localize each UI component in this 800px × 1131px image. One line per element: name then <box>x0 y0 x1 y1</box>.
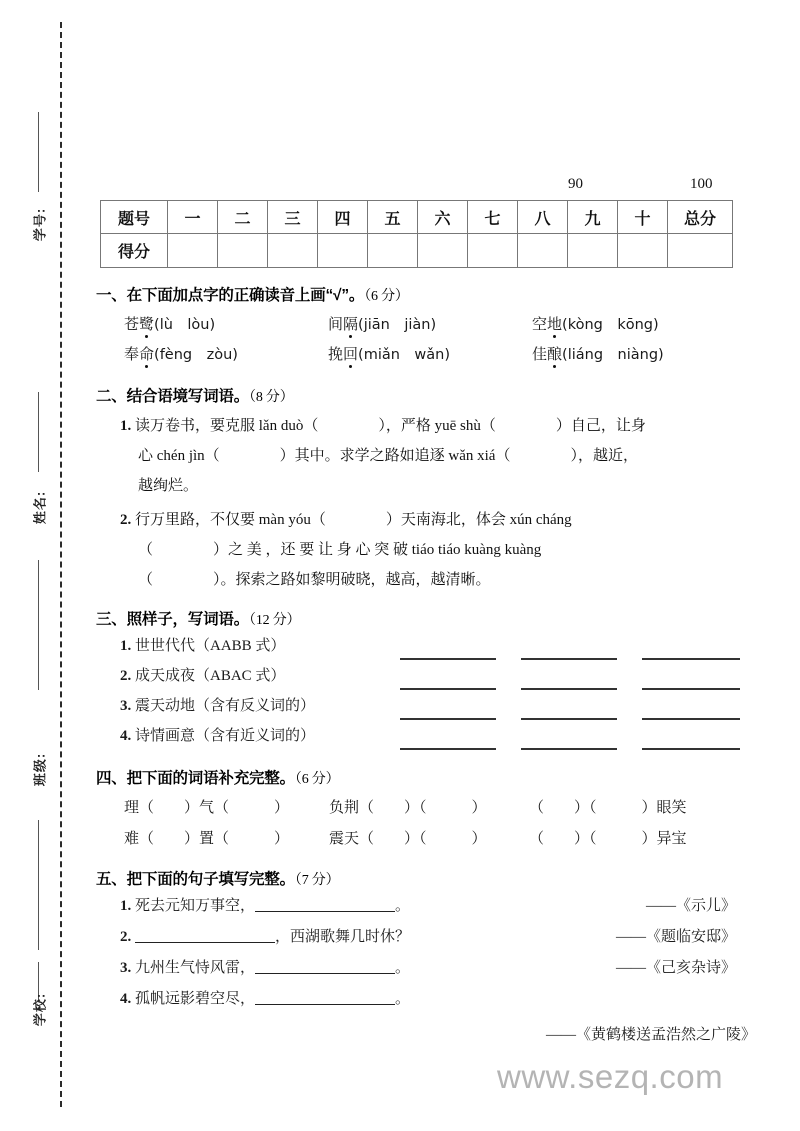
poem-line-after: 。 <box>395 898 411 914</box>
section-3-title <box>96 607 736 629</box>
item-number: 2. <box>120 668 132 684</box>
score-cell-1[interactable] <box>168 234 218 268</box>
poem-line-before: 九州生气恃风雷， <box>135 960 256 976</box>
section-1-title <box>96 283 736 305</box>
score-cell-4[interactable] <box>318 234 368 268</box>
answer-blank[interactable] <box>642 748 740 750</box>
item-number: 4. <box>120 728 132 744</box>
dotted-char: 地 <box>547 317 563 333</box>
section-2-item-1[interactable] <box>120 411 736 501</box>
section-3-item-4 <box>120 724 736 754</box>
answer-blank[interactable] <box>400 688 496 690</box>
item-text: 读万卷书，要克服 lǎn duò（ ），严格 yuē shù（ ）自己，让身 <box>135 418 646 434</box>
poem-line-after: ，西湖歌舞几时休？ <box>275 929 411 945</box>
pinyin-item-4[interactable]: 奉命(fèng zòu) <box>124 347 238 363</box>
answer-blanks-row-3 <box>400 694 760 724</box>
section-4-title-text: 四、把下面的词语补充完整。 <box>96 770 295 787</box>
idiom-blank-4[interactable]: 难（ ）置（ ） <box>124 831 290 847</box>
section-2-points: （8 分） <box>249 390 294 405</box>
poem-line-after: 。 <box>395 960 411 976</box>
pinyin-item-5[interactable]: 挽回(miǎn wǎn) <box>328 347 451 363</box>
item-number: 3. <box>120 960 132 976</box>
section-5-item-1 <box>120 894 736 925</box>
section-1-row-2 <box>124 340 736 370</box>
pinyin-item-6[interactable]: 佳酿(liáng niàng) <box>532 347 664 363</box>
site-watermark: www.sezq.com <box>497 1058 724 1095</box>
poem-source: ——《己亥杂诗》 <box>615 960 736 976</box>
section-3-item-1 <box>120 634 736 664</box>
section-3-points: （12 分） <box>249 613 301 628</box>
item-text: 行万里路，不仅要 màn yóu（ ）天南海北，体会 xún cháng <box>135 512 572 528</box>
field-label-school: 学校: <box>32 992 48 1027</box>
score-table-col-4: 四 <box>318 201 368 234</box>
margin-rule-4 <box>38 820 39 950</box>
item-number: 1. <box>120 418 132 434</box>
idiom-blank-2[interactable]: 负荆（ ）（ ） <box>329 800 487 816</box>
score-table <box>100 200 733 268</box>
exam-body <box>96 275 756 1052</box>
dotted-char: 命 <box>139 347 155 363</box>
score-table-col-9: 九 <box>568 201 618 234</box>
section-5-title-text: 五、把下面的句子填写完整。 <box>96 871 295 888</box>
section-2-item-1-line-2 <box>120 441 736 471</box>
score-table-col-8: 八 <box>518 201 568 234</box>
score-table-row-label-score: 得分 <box>101 234 168 268</box>
score-table-score-row <box>101 234 733 268</box>
section-2-item-2-line-2 <box>120 535 736 565</box>
section-2-item-2-line-3 <box>120 565 736 595</box>
dotted-char: 隔 <box>343 317 359 333</box>
answer-blank[interactable] <box>521 688 617 690</box>
score-cell-8[interactable] <box>518 234 568 268</box>
score-table-col-5: 五 <box>368 201 418 234</box>
section-5-points: （7 分） <box>294 873 340 888</box>
section-3-item-2 <box>120 664 736 694</box>
section-5-title <box>96 867 736 889</box>
item-number: 3. <box>120 698 132 714</box>
score-cell-total[interactable] <box>668 234 733 268</box>
score-table-col-10: 十 <box>618 201 668 234</box>
item-number: 4. <box>120 991 132 1007</box>
answer-blank[interactable] <box>521 748 617 750</box>
idiom-blank-6[interactable]: （ ）（ ）异宝 <box>529 831 687 847</box>
pinyin-item-3[interactable]: 空地(kòng kōng) <box>532 317 659 333</box>
answer-blank[interactable] <box>521 658 617 660</box>
score-table-col-6: 六 <box>418 201 468 234</box>
section-2-title <box>96 384 736 406</box>
section-2-item-1-line-3 <box>120 471 736 501</box>
section-1-points: （6 分） <box>364 289 409 304</box>
score-cell-2[interactable] <box>218 234 268 268</box>
margin-rule-3 <box>38 560 39 690</box>
answer-blanks-row-2 <box>400 664 760 694</box>
score-table-col-1: 一 <box>168 201 218 234</box>
poem-answer-blank[interactable] <box>135 925 275 943</box>
pinyin-item-2[interactable]: 间隔(jiān jiàn) <box>328 317 437 333</box>
section-1-title-text: 一、在下面加点字的正确读音上画“√”。 <box>96 287 365 304</box>
item-number: 2. <box>120 512 132 528</box>
section-2-title-text: 二、结合语境写词语。 <box>96 388 250 405</box>
item-text: 震天动地（含有反义词的） <box>135 698 316 714</box>
item-number: 2. <box>120 929 132 945</box>
score-cell-3[interactable] <box>268 234 318 268</box>
score-cell-5[interactable] <box>368 234 418 268</box>
poem-line-before: 孤帆远影碧空尽， <box>135 991 256 1007</box>
item-text: 成天成夜（ABAC 式） <box>135 668 286 684</box>
poem-line-before: 死去元知万事空， <box>135 898 256 914</box>
section-2-item-2-line-1 <box>120 505 736 535</box>
answer-blanks-row-4 <box>400 724 760 754</box>
section-2-item-1-line-1 <box>120 411 736 441</box>
poem-source: ——《题临安邸》 <box>615 929 736 945</box>
item-text: 世世代代（AABB 式） <box>135 638 286 654</box>
pinyin-item-1[interactable]: 苍鹭(lù lòu) <box>124 317 216 333</box>
score-cell-7[interactable] <box>468 234 518 268</box>
item-number: 1. <box>120 898 132 914</box>
poem-source: ——《示儿》 <box>645 898 736 914</box>
item-text: 诗情画意（含有近义词的） <box>135 728 316 744</box>
score-table-col-2: 二 <box>218 201 268 234</box>
dotted-char: 鹭 <box>139 317 155 333</box>
score-cell-10[interactable] <box>618 234 668 268</box>
score-cell-9[interactable] <box>568 234 618 268</box>
item-text: （ ）。探索之路如黎明破晓，越高，越清晰。 <box>138 572 491 588</box>
dotted-char: 酿 <box>547 347 563 363</box>
item-text: 越绚烂。 <box>138 478 199 494</box>
poem-answer-blank[interactable] <box>255 894 395 912</box>
section-4-row-1 <box>124 793 736 824</box>
section-4-points: （6 分） <box>294 772 340 787</box>
field-label-class: 班级: <box>32 752 48 787</box>
section-5-item-4 <box>120 987 736 1018</box>
score-table-col-3: 三 <box>268 201 318 234</box>
section-1-row-1 <box>124 310 736 340</box>
item-text: （ ）之 美 ，还 要 让 身 心 突 破 tiáo tiáo kuàng kuàng <box>138 542 542 558</box>
score-cell-6[interactable] <box>418 234 468 268</box>
section-3-title-text: 三、照样子，写词语。 <box>96 611 250 628</box>
idiom-blank-3[interactable]: （ ）（ ）眼笑 <box>529 800 687 816</box>
score-table-header-row <box>101 201 733 234</box>
answer-blank[interactable] <box>400 658 496 660</box>
field-label-student-id: 学号: <box>32 207 48 242</box>
score-table-col-total: 总分 <box>668 201 733 234</box>
answer-blank[interactable] <box>642 688 740 690</box>
poem-line-after: 。 <box>395 991 411 1007</box>
idiom-blank-5[interactable]: 震天（ ）（ ） <box>329 831 487 847</box>
answer-blank[interactable] <box>400 748 496 750</box>
score-table-row-label-question: 题号 <box>101 201 168 234</box>
answer-blank[interactable] <box>642 718 740 720</box>
section-4-title <box>96 766 736 788</box>
margin-rule-1 <box>38 112 39 192</box>
section-4-row-2 <box>124 824 736 855</box>
score-mark-90: 90 <box>568 176 583 192</box>
score-mark-100: 100 <box>690 176 713 192</box>
section-5-item-3 <box>120 956 736 987</box>
score-table-col-7: 七 <box>468 201 518 234</box>
poem-answer-blank[interactable] <box>255 956 395 974</box>
idiom-blank-1[interactable]: 理（ ）气（ ） <box>124 800 290 816</box>
item-number: 1. <box>120 638 132 654</box>
answer-blank[interactable] <box>642 658 740 660</box>
dotted-char: 回 <box>343 347 359 363</box>
answer-blanks-row-1 <box>400 634 760 664</box>
answer-blank[interactable] <box>521 718 617 720</box>
field-label-name: 姓名: <box>32 490 48 525</box>
section-3-item-3 <box>120 694 736 724</box>
answer-blank[interactable] <box>400 718 496 720</box>
section-5-trailing-source: ——《黄鹤楼送孟浩然之广陵》 <box>545 1027 756 1043</box>
item-text: 心 chén jìn（ ）其中。求学之路如追逐 wǎn xiá（ ），越近， <box>138 448 638 464</box>
poem-answer-blank[interactable] <box>255 987 395 1005</box>
section-5-item-2 <box>120 925 736 956</box>
section-2-item-2[interactable] <box>120 505 736 595</box>
margin-rule-2 <box>38 392 39 472</box>
fold-dashed-line <box>60 22 62 1107</box>
